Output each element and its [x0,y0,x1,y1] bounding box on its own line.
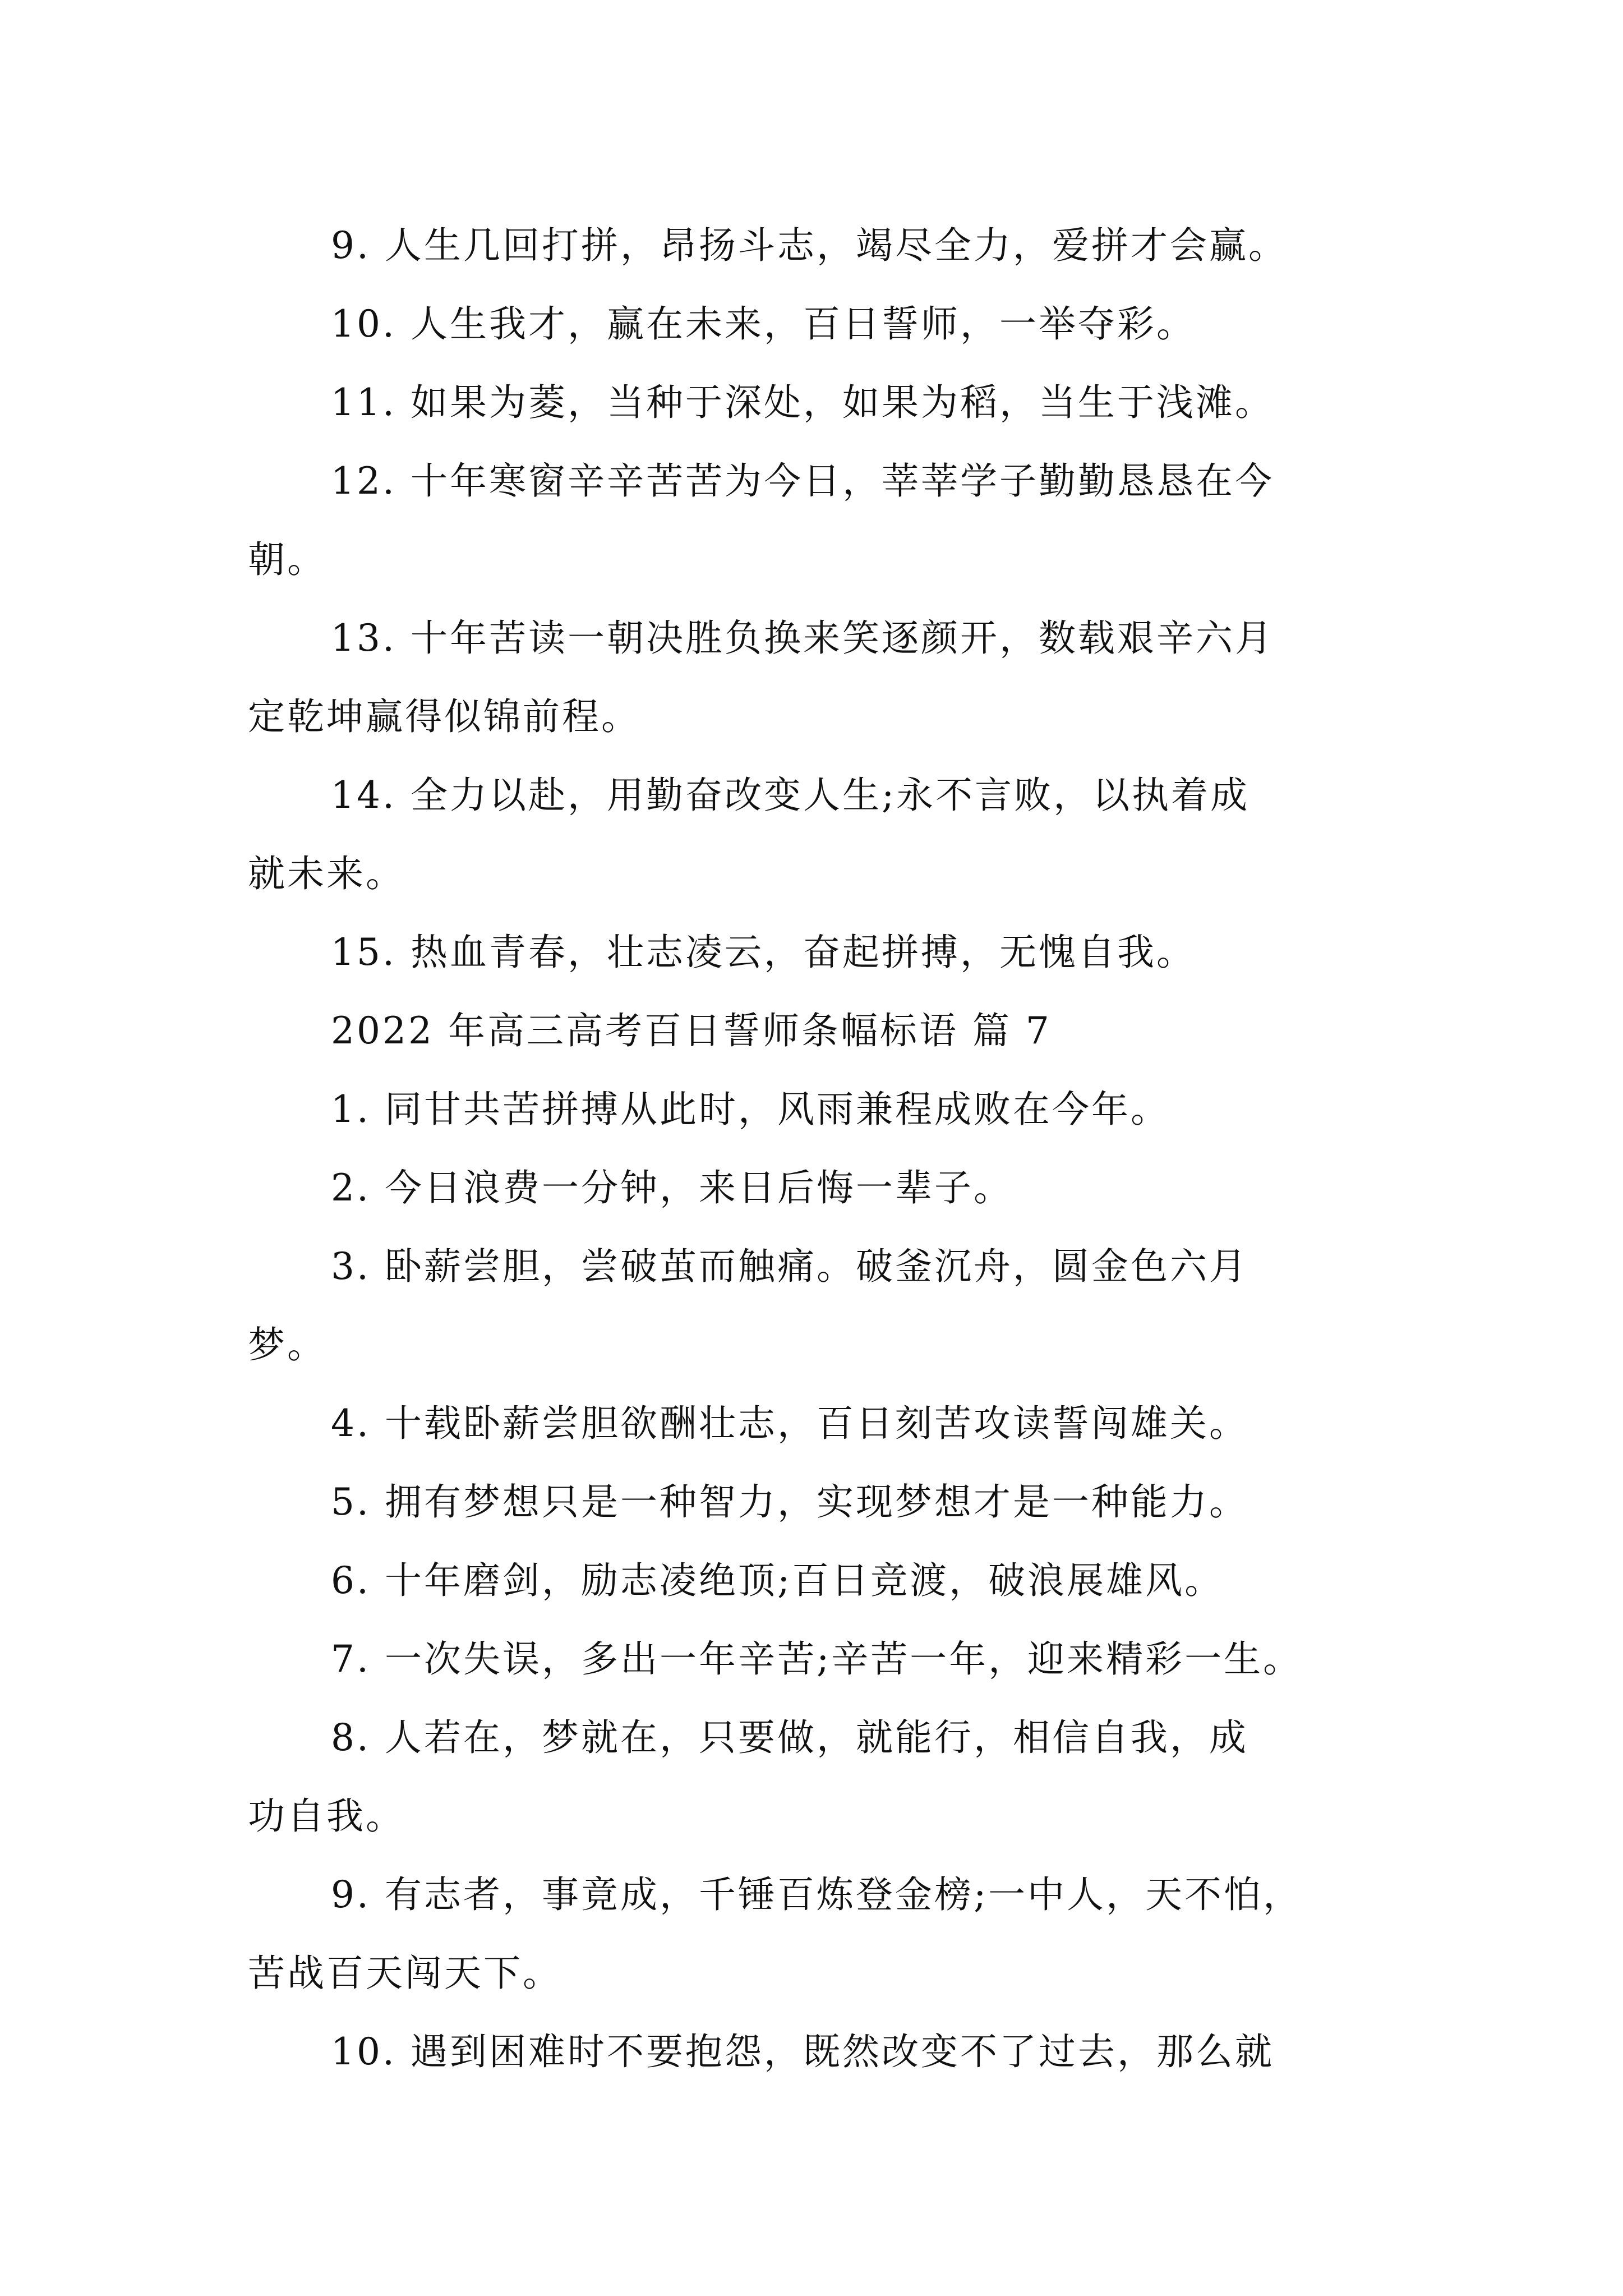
list-item-10: 10. 人生我才，赢在未来，百日誓师，一举夺彩。 [331,302,1196,346]
list-item-7: 7. 一次失误，多出一年辛苦;辛苦一年，迎来精彩一生。 [331,1637,1303,1681]
section-heading: 2022 年高三高考百日誓师条幅标语 篇 7 [331,1009,1052,1052]
list-item-8: 8. 人若在，梦就在，只要做，就能行，相信自我，成 [331,1716,1248,1759]
list-item-3-continuation: 梦。 [248,1323,326,1366]
list-item-15: 15. 热血青春，壮志凌云，奋起拼搏，无愧自我。 [331,931,1196,974]
list-item-2: 2. 今日浪费一分钟，来日后悔一辈子。 [331,1166,1013,1209]
list-item-4: 4. 十载卧薪尝胆欲酬壮志，百日刻苦攻读誓闯雄关。 [331,1402,1248,1445]
list-item-5: 5. 拥有梦想只是一种智力，实现梦想才是一种能力。 [331,1480,1248,1524]
list-item-9: 9. 人生几回打拼，昂扬斗志，竭尽全力，爱拼才会赢。 [331,224,1288,267]
list-item-8-continuation: 功自我。 [248,1795,405,1838]
list-item-6: 6. 十年磨剑，励志凌绝顶;百日竞渡，破浪展雄风。 [331,1559,1224,1602]
list-item-1: 1. 同甘共苦拼搏从此时，风雨兼程成败在今年。 [331,1088,1170,1131]
list-item-11: 11. 如果为菱，当种于深处，如果为稻，当生于浅滩。 [331,381,1274,424]
list-item-9b: 9. 有志者，事竟成，千锤百炼登金榜;一中人，天不怕， [331,1873,1303,1916]
list-item-9b-continuation: 苦战百天闯天下。 [248,1952,562,1995]
list-item-13-continuation: 定乾坤赢得似锦前程。 [248,695,640,738]
list-item-14: 14. 全力以赴，用勤奋改变人生;永不言败，以执着成 [331,774,1250,817]
list-item-12: 12. 十年寒窗辛辛苦苦为今日，莘莘学子勤勤恳恳在今 [331,459,1274,503]
list-item-12-continuation: 朝。 [248,538,326,581]
list-item-13: 13. 十年苦读一朝决胜负换来笑逐颜开，数载艰辛六月 [331,616,1274,660]
list-item-10b: 10. 遇到困难时不要抱怨，既然改变不了过去，那么就 [331,2030,1274,2073]
list-item-3: 3. 卧薪尝胆，尝破茧而触痛。破釜沉舟，圆金色六月 [331,1245,1248,1288]
list-item-14-continuation: 就未来。 [248,852,405,895]
